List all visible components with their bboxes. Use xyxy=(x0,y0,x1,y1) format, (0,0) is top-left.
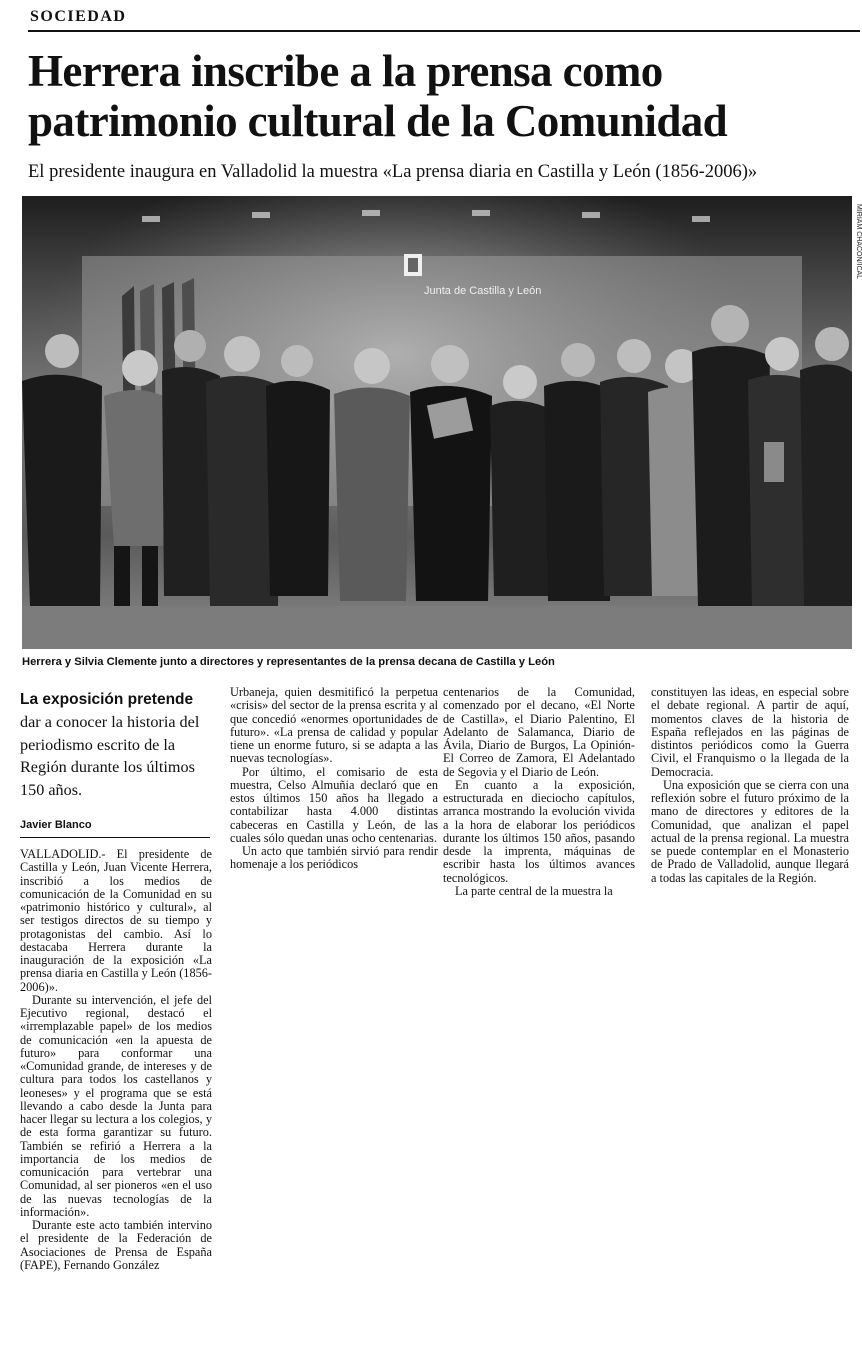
paragraph: En cuanto a la exposición, estructurada en dieciocho capítulos, arranca mostrando la evolución vivida a la hora de elaborar los periódicos durante los últimos 150 años, pasando desde la imprenta, máquinas de escribir hasta los últimos avances tecnológicos. xyxy=(443,777,635,885)
photo-caption: Herrera y Silvia Clemente junto a directores y representantes de la prensa decana de Castilla y León xyxy=(22,656,555,668)
paragraph: VALLADOLID.- El presidente de Castilla y León, Juan Vicente Herrera, inscribió a los medios de comunicación de la Comunidad en su «patrimonio histórico y cultural», al ser testigos directos de su tiempo y protagonistas del cambio. Así lo destacaba Herrera durante la inauguración de la exposición «La prensa diaria en Castilla y León (1856-2006)». xyxy=(20,847,212,994)
paragraph: Durante este acto también intervino el presidente de la Federación de Asociaciones de Prensa de España (FAPE), Fernando González xyxy=(20,1218,212,1272)
backdrop-logo-text: Junta de Castilla y León xyxy=(424,285,542,297)
paragraph: La parte central de la muestra la xyxy=(455,883,613,898)
news-photo xyxy=(22,196,852,649)
subhead: El presidente inaugura en Valladolid la muestra «La prensa diaria en Castilla y León (1856-2006)» xyxy=(28,162,758,182)
photo-credit-text: MIRIAM CHACÓN/ICAL xyxy=(855,204,862,280)
section-rule xyxy=(28,30,860,32)
article-column-3 xyxy=(443,686,635,898)
sidebar-lead: La exposición pretende xyxy=(20,691,194,708)
paragraph: Durante su intervención, el jefe del Ejecutivo regional, destacó el «irremplazable papel» de los medios de comunicación «en la apuesta de futuro» para conformar una «Comunidad grande, de intereses y de cultura para todos los castellanos y leoneses» y el programa que se está llevando a cabo desde la Junta para hacer llegar su lectura a los colegios, y de esta forma garantizar su futuro. También se refirió a Herrera a la importancia de los medios de comunicación para vertebrar una Comunidad, al ser pioneros «en el uso de las nuevas tecnologías de la información». xyxy=(20,992,212,1219)
article-column-4 xyxy=(651,686,849,885)
paragraph: Por último, el comisario de esta muestra, Celso Almuñia declaró que en estos últimos 150 años ha llegado a contabilizar hasta 4.000 distintas cabeceras en Castilla y León, de las cuales sólo quedan unas ocho centenarias. xyxy=(230,764,438,845)
paragraph: Un acto que también sirvió para rendir homenaje a los periódicos xyxy=(230,844,438,872)
sidebar-highlight xyxy=(20,689,210,801)
headline: Herrera inscribe a la prensa como patrimonio cultural de la Comunidad xyxy=(28,46,728,146)
sidebar-text: dar a conocer la historia del periodismo escrito de la Región durante los últimos 150 años. xyxy=(20,713,200,799)
photo-group-of-people xyxy=(22,196,852,649)
paragraph: Una exposición que se cierra con una reflexión sobre el futuro próximo de la mano de directores y editores de la Comunidad, que analizan el papel actual de la prensa regional. La muestra se puede contemplar en el Monasterio de Prado de Valladolid, aunque llegará a todas las capitales de la Región. xyxy=(651,777,849,885)
paragraph: constituyen las ideas, en especial sobre el debate regional. A partir de aquí, momentos claves de la historia de España reflejados en las páginas de distintos periódicos como la Guerra Civil, el Franquismo o la llegada de la Democracia. xyxy=(651,685,849,779)
article-column-2 xyxy=(230,686,438,872)
byline-rule xyxy=(20,837,210,838)
paragraph: Urbaneja, quien desmitificó la perpetua «crisis» del sector de la prensa escrita y al que concedió «enormes oportunidades de futuro». «La prensa de calidad y popular tiene un enorme futuro, si se adapta a las nuevas tecnologías». xyxy=(230,685,438,766)
paragraph: centenarios de la Comunidad, comenzado por el decano, «El Norte de Castilla», el Diario Palentino, El Adelanto de Salamanca, Diario de Ávila, Diario de Burgos, La Opinión-El Correo de Zamora, El Adelantado de Segovia y el Diario de León. xyxy=(443,685,635,779)
photo-credit xyxy=(854,204,862,314)
byline: Javier Blanco xyxy=(20,819,92,831)
section-label: SOCIEDAD xyxy=(30,8,127,25)
article-column-1 xyxy=(20,848,212,1272)
